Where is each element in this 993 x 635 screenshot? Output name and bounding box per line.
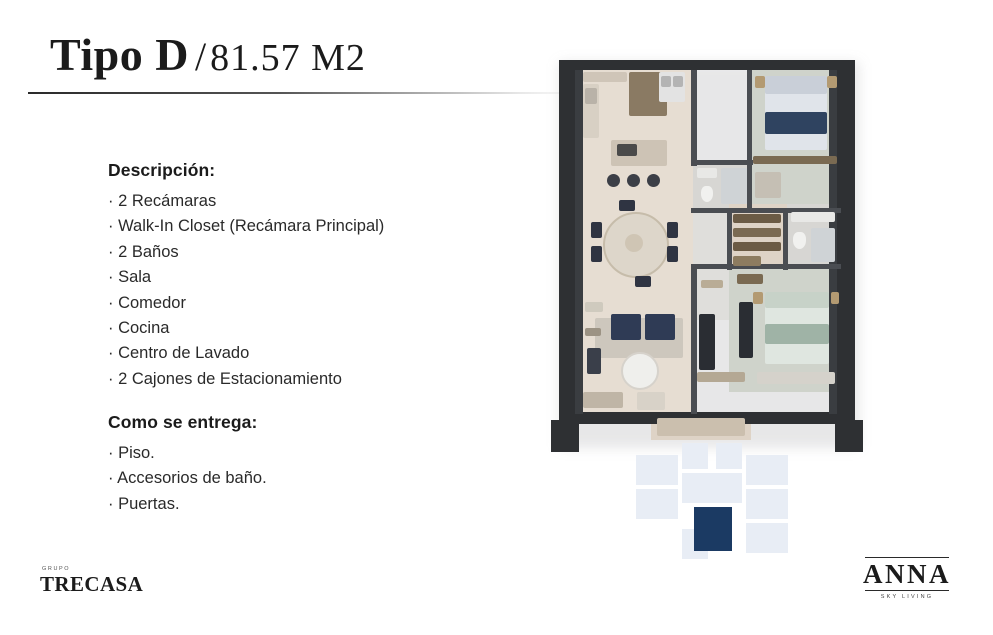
column-bottom-right (835, 420, 863, 452)
floor-plan-type-d (551, 52, 863, 452)
partition-master-left2 (747, 164, 752, 212)
bath1-toilet (793, 232, 806, 249)
bedroom2-pillows (765, 292, 829, 308)
list-item: · 2 Cajones de Estacionamiento (108, 369, 342, 388)
wall-left-exterior (559, 60, 575, 436)
partition-kitchen (691, 70, 697, 166)
list-item: · Walk-In Closet (Recámara Principal) (108, 217, 385, 236)
partition-hall-bedroom (691, 268, 697, 318)
closet-bench (733, 256, 761, 266)
dining-chair (667, 222, 678, 238)
side-table (585, 328, 601, 336)
dining-chair (591, 246, 602, 262)
logo-anna-sub: SKY LIVING (880, 594, 934, 600)
bar-stool (627, 174, 640, 187)
logo-anna-rule-bottom (865, 590, 949, 591)
closet-shelf-bottom (733, 242, 781, 251)
kitchen-pantry (631, 74, 647, 114)
tv-console (585, 302, 603, 312)
kitchen-cooktop (617, 144, 637, 156)
bar-stool (607, 174, 620, 187)
bar-stool (647, 174, 660, 187)
page-title (50, 28, 520, 81)
terrace-deck (657, 418, 745, 436)
keyplan-unit (682, 473, 742, 503)
dining-chair (635, 276, 651, 287)
keyplan-active-unit (694, 507, 732, 551)
master-pillows (765, 76, 827, 94)
washer (661, 76, 671, 87)
partition-closet-bath (783, 208, 788, 270)
master-dresser (753, 156, 837, 164)
partition-living-bedroom (691, 314, 697, 414)
logo-anna-main: ANNA (863, 559, 951, 589)
list-item: · Puertas. (108, 494, 180, 513)
list-item: · Sala (108, 268, 152, 287)
keyplan-unit (746, 489, 788, 519)
keyplan-unit (716, 443, 742, 469)
delivery-section (108, 412, 528, 517)
master-seating (755, 172, 781, 198)
wall-right-exterior (837, 60, 855, 436)
bath2-shower (721, 168, 747, 204)
partition-bath-top (691, 160, 753, 165)
column-bottom-left (551, 420, 579, 452)
coffee-table (621, 352, 659, 390)
bedroom2-nightstand-right (831, 292, 839, 304)
nightstand-right (827, 76, 837, 88)
ottoman (637, 392, 665, 410)
description-section (108, 160, 528, 392)
bath2-toilet (701, 186, 713, 202)
dryer (673, 76, 683, 87)
logo-trecasa (40, 566, 170, 595)
description-heading: Descripción: (108, 160, 216, 180)
dining-chair (619, 200, 635, 211)
list-item: · 2 Baños (108, 242, 179, 261)
logo-trecasa-main: TRECASA (40, 572, 144, 596)
partition-closet-hall (727, 212, 732, 270)
sofa-right (645, 314, 675, 340)
logo-anna (863, 555, 951, 602)
bath1-vanity (791, 212, 835, 222)
entry-closet (699, 314, 715, 370)
bedroom2-window-ledge (757, 372, 835, 384)
bedroom2-dresser (737, 274, 763, 284)
nightstand-left (755, 76, 765, 88)
bedroom2-throw (765, 324, 829, 344)
armchair (587, 348, 601, 374)
closet-shelf-top (733, 214, 781, 223)
dining-chair (667, 246, 678, 262)
bedroom2-closet (739, 302, 753, 358)
title-type-label: Tipo D (50, 29, 189, 80)
logo-anna-rule-top (865, 557, 949, 558)
sofa-left (611, 314, 641, 340)
master-bed-throw (765, 112, 827, 134)
entry-door (697, 372, 745, 382)
dining-centerpiece (625, 234, 643, 252)
kitchen-sink (585, 88, 597, 104)
wall-left-inner (575, 70, 583, 414)
list-item: · Cocina (108, 319, 170, 338)
bath1-shower (811, 228, 835, 262)
title-area: 81.57 M2 (210, 37, 366, 79)
list-item: · Centro de Lavado (108, 344, 250, 363)
list-item: · Comedor (108, 293, 186, 312)
dining-chair (591, 222, 602, 238)
kitchen-counter-top (583, 72, 627, 82)
bedroom2-nightstand (753, 292, 763, 304)
title-divider (28, 92, 588, 94)
list-item: · Piso. (108, 444, 155, 462)
keyplan-unit (636, 489, 678, 519)
closet-shelf-mid (733, 228, 781, 237)
keyplan-unit (746, 523, 788, 553)
logo-trecasa-top: GRUPO (42, 566, 71, 572)
keyplan-unit (636, 455, 678, 485)
partition-master-left (747, 70, 752, 166)
building-key-plan (636, 443, 788, 563)
wall-top-exterior (559, 60, 855, 70)
partition-bedroom-top (691, 264, 841, 269)
list-item: · 2 Recámaras (108, 192, 217, 210)
entry-console (701, 280, 723, 288)
keyplan-unit (682, 443, 708, 469)
list-item: · Accesorios de baño. (108, 469, 267, 488)
keyplan-unit (746, 455, 788, 485)
console-table (583, 392, 623, 408)
delivery-heading: Como se entrega: (108, 412, 258, 432)
title-separator: / (194, 34, 207, 79)
bath2-vanity (697, 168, 717, 178)
